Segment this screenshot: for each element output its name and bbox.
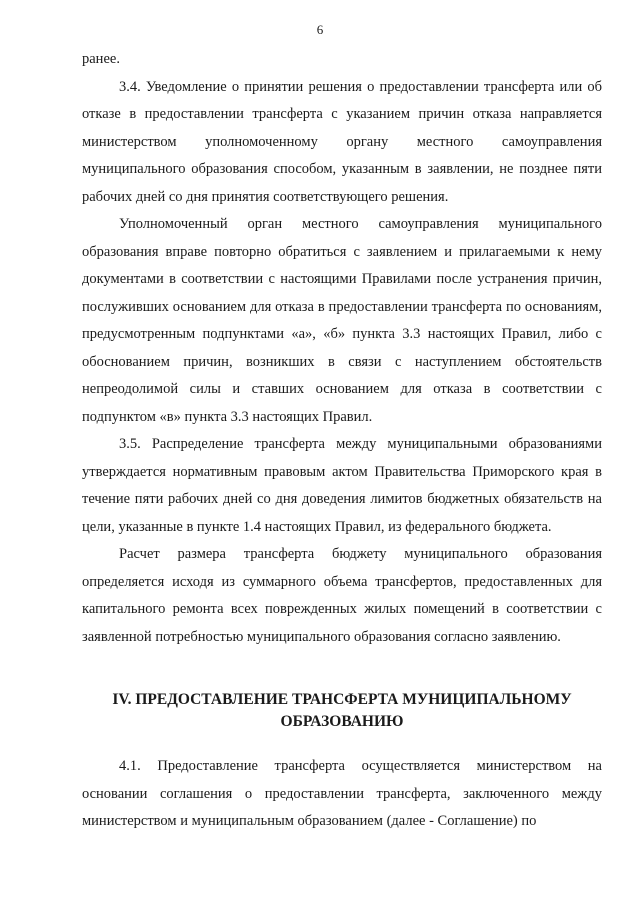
paragraph-continuation: ранее. [82,51,120,67]
paragraph-transfer-calculation: Расчет размера трансферта бюджету муниципального образования определяется исходя из суммарного объема трансфертов, предоставленных для капитального ремонта всех поврежденных жилых помещений в соответствии с заявленной потребностью муниципального образования согласно заявлению. [82,546,602,645]
paragraph-repeat-application: Уполномоченный орган местного самоуправления муниципального образования вправе повторно обратиться с заявлением и прилагаемыми к нему документами в соответствии с настоящими Правилами после устранения причин, послуживших основанием для отказа в предоставлении трансферта по основаниям, предусмотренным подпунктами «а», «б» пункта 3.3 настоящих Правил, либо с обоснованием причин, возникших в связи с наступлением обстоятельств непреодолимой силы и ставших основанием для отказа в соответствии с подпунктом «в» пункта 3.3 настоящих Правил. [82,216,602,425]
paragraph-3-5: 3.5. Распределение трансферта между муниципальными образованиями утверждается нормативным правовым актом Правительства Приморского края в течение пяти рабочих дней со дня доведения лимитов бюджетных обязательств на цели, указанные в пункте 1.4 настоящих Правил, из федерального бюджета. [82,436,602,535]
document-body [82,46,602,836]
paragraph-3-4: 3.4. Уведомление о принятии решения о предоставлении трансферта или об отказе в предоставлении трансферта с указанием причин отказа направляется министерством уполномоченному органу местного самоуправления муниципального образования способом, указанным в заявлении, не позднее пяти рабочих дней со дня принятия соответствующего решения. [82,78,602,205]
section-heading-line-1: IV. ПРЕДОСТАВЛЕНИЕ ТРАНСФЕРТА МУНИЦИПАЛЬНОМУ [112,691,572,708]
page-number: 6 [316,22,324,37]
section-heading-iv [82,689,602,733]
paragraph-4-1: 4.1. Предоставление трансферта осуществляется министерством на основании соглашения о предоставлении трансферта, заключенного между министерством и муниципальным образованием (далее - Соглашение) по [82,758,602,829]
section-heading-line-2: ОБРАЗОВАНИЮ [280,713,404,730]
